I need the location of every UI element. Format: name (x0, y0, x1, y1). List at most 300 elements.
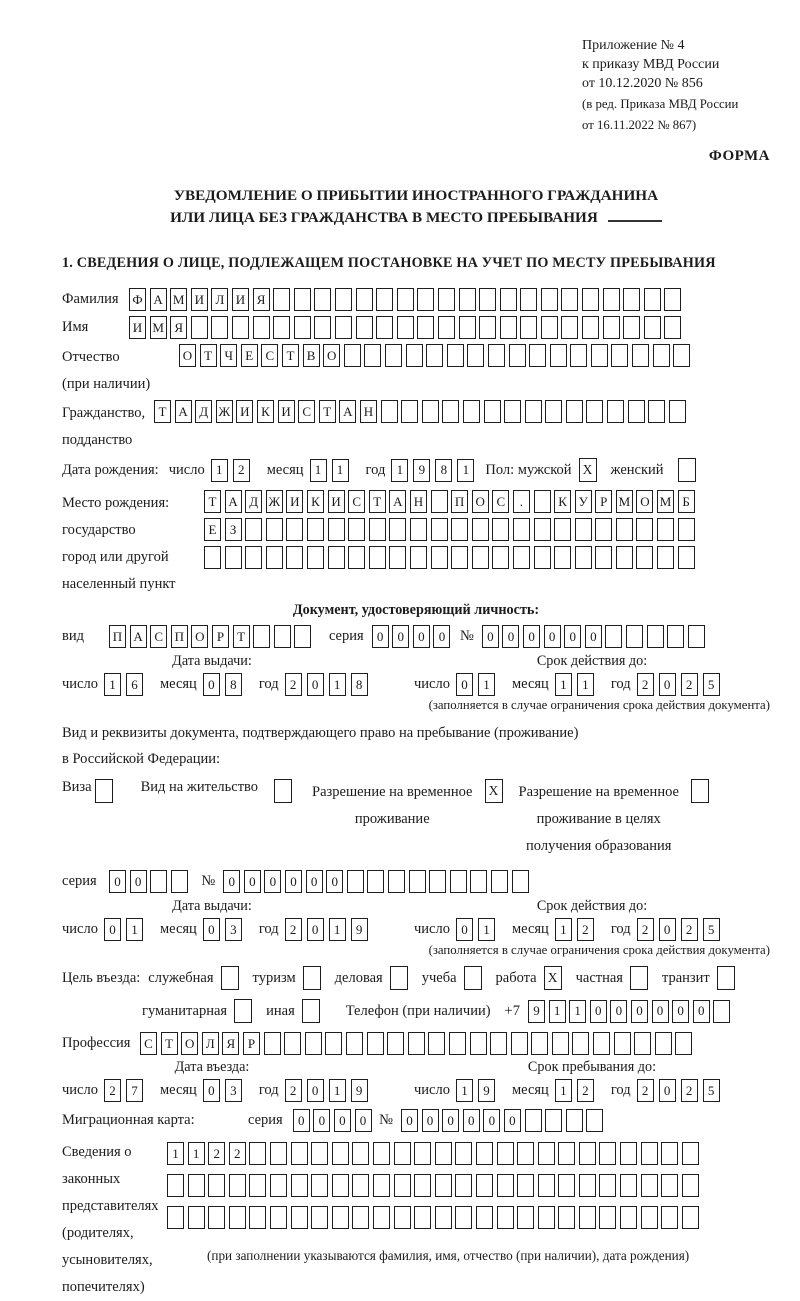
form-cell[interactable] (266, 546, 283, 569)
form-cell[interactable] (286, 546, 303, 569)
form-cell[interactable]: А (130, 625, 147, 648)
form-cell[interactable]: К (554, 490, 571, 513)
form-cell[interactable]: 2 (681, 918, 698, 941)
form-cell[interactable]: С (492, 490, 509, 513)
form-cell[interactable] (270, 1174, 287, 1197)
form-cell[interactable]: 1 (555, 673, 572, 696)
form-cell[interactable] (328, 518, 345, 541)
form-cell[interactable]: 1 (549, 1000, 566, 1023)
form-cell[interactable] (476, 1174, 493, 1197)
form-cell[interactable] (188, 1174, 205, 1197)
form-cell[interactable] (531, 1032, 548, 1055)
form-cell[interactable]: Р (212, 625, 229, 648)
form-cell[interactable]: Т (200, 344, 217, 367)
form-cell[interactable] (586, 400, 603, 423)
form-cell[interactable] (520, 288, 537, 311)
form-cell[interactable]: 0 (244, 870, 261, 893)
form-cell[interactable] (455, 1142, 472, 1165)
residence-permit-checkbox[interactable] (274, 779, 292, 803)
form-cell[interactable]: Р (243, 1032, 260, 1055)
form-cell[interactable]: 1 (577, 673, 594, 696)
form-cell[interactable]: 0 (401, 1109, 418, 1132)
form-cell[interactable] (376, 316, 393, 339)
form-cell[interactable]: 0 (544, 625, 561, 648)
form-cell[interactable] (472, 518, 489, 541)
form-cell[interactable] (249, 1174, 266, 1197)
form-cell[interactable]: И (129, 316, 146, 339)
form-cell[interactable] (472, 546, 489, 569)
form-cell[interactable] (435, 1142, 452, 1165)
form-cell[interactable] (607, 400, 624, 423)
form-cell[interactable] (497, 1206, 514, 1229)
form-cell[interactable] (451, 518, 468, 541)
form-cell[interactable] (364, 344, 381, 367)
form-cell[interactable]: Т (204, 490, 221, 513)
form-cell[interactable] (586, 1109, 603, 1132)
form-cell[interactable] (311, 1206, 328, 1229)
form-cell[interactable]: 0 (463, 1109, 480, 1132)
form-cell[interactable]: 2 (637, 918, 654, 941)
form-cell[interactable]: 1 (188, 1142, 205, 1165)
form-cell[interactable]: 5 (703, 1079, 720, 1102)
form-cell[interactable]: 2 (577, 918, 594, 941)
form-cell[interactable]: 2 (208, 1142, 225, 1165)
form-cell[interactable] (394, 1206, 411, 1229)
form-cell[interactable] (492, 518, 509, 541)
form-cell[interactable]: Е (241, 344, 258, 367)
form-cell[interactable] (476, 1206, 493, 1229)
form-cell[interactable] (641, 1142, 658, 1165)
form-cell[interactable] (373, 1174, 390, 1197)
form-cell[interactable] (426, 344, 443, 367)
form-cell[interactable] (620, 1174, 637, 1197)
form-cell[interactable]: Р (595, 490, 612, 513)
form-cell[interactable]: Д (195, 400, 212, 423)
form-cell[interactable] (225, 546, 242, 569)
form-cell[interactable] (373, 1142, 390, 1165)
form-cell[interactable] (307, 518, 324, 541)
form-cell[interactable] (595, 546, 612, 569)
form-cell[interactable]: 7 (126, 1079, 143, 1102)
form-cell[interactable] (541, 288, 558, 311)
form-cell[interactable] (628, 400, 645, 423)
form-cell[interactable] (467, 344, 484, 367)
form-cell[interactable] (406, 344, 423, 367)
visa-checkbox[interactable] (95, 779, 113, 803)
form-cell[interactable] (408, 1032, 425, 1055)
option-checkbox[interactable] (302, 999, 320, 1023)
form-cell[interactable]: 2 (681, 1079, 698, 1102)
form-cell[interactable] (644, 288, 661, 311)
form-cell[interactable] (253, 625, 270, 648)
form-cell[interactable] (620, 1206, 637, 1229)
form-cell[interactable] (520, 316, 537, 339)
form-cell[interactable] (367, 1032, 384, 1055)
form-cell[interactable]: 0 (422, 1109, 439, 1132)
form-cell[interactable] (211, 316, 228, 339)
form-cell[interactable] (661, 1174, 678, 1197)
form-cell[interactable]: А (225, 490, 242, 513)
form-cell[interactable] (249, 1206, 266, 1229)
form-cell[interactable]: 0 (504, 1109, 521, 1132)
form-cell[interactable] (417, 316, 434, 339)
form-cell[interactable]: О (181, 1032, 198, 1055)
form-cell[interactable]: 0 (652, 1000, 669, 1023)
form-cell[interactable] (314, 288, 331, 311)
form-cell[interactable] (572, 1032, 589, 1055)
form-cell[interactable]: 0 (203, 918, 220, 941)
form-cell[interactable] (388, 870, 405, 893)
form-cell[interactable] (490, 1032, 507, 1055)
form-cell[interactable]: 0 (523, 625, 540, 648)
form-cell[interactable] (389, 518, 406, 541)
form-cell[interactable] (623, 288, 640, 311)
form-cell[interactable]: 9 (351, 918, 368, 941)
form-cell[interactable]: 1 (329, 918, 346, 941)
form-cell[interactable]: 1 (310, 459, 327, 482)
form-cell[interactable]: 9 (413, 459, 430, 482)
form-cell[interactable]: 0 (355, 1109, 372, 1132)
form-cell[interactable] (591, 344, 608, 367)
form-cell[interactable] (307, 546, 324, 569)
form-cell[interactable] (294, 288, 311, 311)
form-cell[interactable]: 0 (590, 1000, 607, 1023)
form-cell[interactable] (328, 546, 345, 569)
option-checkbox[interactable] (464, 966, 482, 990)
form-cell[interactable]: П (109, 625, 126, 648)
form-cell[interactable] (352, 1174, 369, 1197)
form-cell[interactable]: . (513, 490, 530, 513)
form-cell[interactable]: Ж (216, 400, 233, 423)
form-cell[interactable] (373, 1206, 390, 1229)
form-cell[interactable]: 0 (610, 1000, 627, 1023)
form-cell[interactable]: 0 (285, 870, 302, 893)
form-cell[interactable] (348, 546, 365, 569)
form-cell[interactable]: 6 (126, 673, 143, 696)
form-cell[interactable] (579, 1142, 596, 1165)
form-cell[interactable]: 0 (293, 1109, 310, 1132)
form-cell[interactable]: С (150, 625, 167, 648)
form-cell[interactable] (479, 316, 496, 339)
form-cell[interactable]: 0 (307, 918, 324, 941)
form-cell[interactable] (410, 518, 427, 541)
form-cell[interactable]: 0 (307, 673, 324, 696)
form-cell[interactable]: К (307, 490, 324, 513)
form-cell[interactable] (593, 1032, 610, 1055)
edu-residence-checkbox[interactable] (691, 779, 709, 803)
form-cell[interactable]: 0 (334, 1109, 351, 1132)
form-cell[interactable] (470, 1032, 487, 1055)
sex-female-checkbox[interactable] (678, 458, 696, 482)
form-cell[interactable]: Т (233, 625, 250, 648)
form-cell[interactable]: 1 (329, 1079, 346, 1102)
form-cell[interactable] (500, 316, 517, 339)
form-cell[interactable] (356, 288, 373, 311)
form-cell[interactable] (575, 546, 592, 569)
form-cell[interactable] (561, 316, 578, 339)
form-cell[interactable] (253, 316, 270, 339)
form-cell[interactable] (614, 1032, 631, 1055)
form-cell[interactable] (431, 490, 448, 513)
form-cell[interactable]: 5 (703, 673, 720, 696)
form-cell[interactable] (605, 625, 622, 648)
form-cell[interactable] (538, 1206, 555, 1229)
form-cell[interactable] (566, 400, 583, 423)
form-cell[interactable] (675, 1032, 692, 1055)
form-cell[interactable]: 0 (306, 870, 323, 893)
form-cell[interactable] (347, 870, 364, 893)
form-cell[interactable] (661, 1206, 678, 1229)
option-checkbox[interactable] (221, 966, 239, 990)
form-cell[interactable]: 1 (126, 918, 143, 941)
form-cell[interactable]: Ж (266, 490, 283, 513)
form-cell[interactable]: Я (253, 288, 270, 311)
form-cell[interactable] (245, 546, 262, 569)
form-cell[interactable] (356, 316, 373, 339)
form-cell[interactable]: 0 (109, 870, 126, 893)
form-cell[interactable] (558, 1206, 575, 1229)
form-cell[interactable]: З (225, 518, 242, 541)
form-cell[interactable] (335, 316, 352, 339)
form-cell[interactable] (294, 625, 311, 648)
form-cell[interactable] (491, 870, 508, 893)
form-cell[interactable] (311, 1142, 328, 1165)
form-cell[interactable] (545, 400, 562, 423)
form-cell[interactable] (447, 344, 464, 367)
form-cell[interactable]: 2 (229, 1142, 246, 1165)
form-cell[interactable] (678, 518, 695, 541)
form-cell[interactable]: 1 (211, 459, 228, 482)
form-cell[interactable]: 1 (569, 1000, 586, 1023)
form-cell[interactable] (332, 1142, 349, 1165)
form-cell[interactable] (352, 1142, 369, 1165)
form-cell[interactable] (431, 546, 448, 569)
form-cell[interactable]: 1 (332, 459, 349, 482)
form-cell[interactable]: 0 (483, 1109, 500, 1132)
form-cell[interactable] (554, 518, 571, 541)
form-cell[interactable] (582, 288, 599, 311)
form-cell[interactable]: Т (282, 344, 299, 367)
option-checkbox[interactable] (390, 966, 408, 990)
form-cell[interactable] (599, 1142, 616, 1165)
form-cell[interactable] (484, 400, 501, 423)
form-cell[interactable] (188, 1206, 205, 1229)
form-cell[interactable] (311, 1174, 328, 1197)
form-cell[interactable] (401, 400, 418, 423)
form-cell[interactable]: 2 (577, 1079, 594, 1102)
form-cell[interactable]: Ф (129, 288, 146, 311)
form-cell[interactable] (566, 1109, 583, 1132)
form-cell[interactable]: Ч (220, 344, 237, 367)
form-cell[interactable] (305, 1032, 322, 1055)
form-cell[interactable]: 5 (703, 918, 720, 941)
form-cell[interactable]: 1 (456, 1079, 473, 1102)
form-cell[interactable]: М (170, 288, 187, 311)
form-cell[interactable] (150, 870, 167, 893)
form-cell[interactable]: Т (319, 400, 336, 423)
form-cell[interactable]: 2 (104, 1079, 121, 1102)
form-cell[interactable] (661, 1142, 678, 1165)
form-cell[interactable]: К (257, 400, 274, 423)
form-cell[interactable]: И (232, 288, 249, 311)
form-cell[interactable]: 2 (637, 1079, 654, 1102)
form-cell[interactable]: И (286, 490, 303, 513)
form-cell[interactable] (497, 1174, 514, 1197)
form-cell[interactable] (266, 518, 283, 541)
form-cell[interactable] (367, 870, 384, 893)
form-cell[interactable] (463, 400, 480, 423)
form-cell[interactable] (397, 288, 414, 311)
form-cell[interactable]: 0 (564, 625, 581, 648)
form-cell[interactable] (273, 316, 290, 339)
form-cell[interactable] (479, 288, 496, 311)
form-cell[interactable] (558, 1174, 575, 1197)
form-cell[interactable] (616, 518, 633, 541)
form-cell[interactable]: М (150, 316, 167, 339)
form-cell[interactable]: 8 (435, 459, 452, 482)
form-cell[interactable]: С (298, 400, 315, 423)
form-cell[interactable] (579, 1206, 596, 1229)
form-cell[interactable] (204, 546, 221, 569)
form-cell[interactable] (538, 1174, 555, 1197)
form-cell[interactable] (517, 1174, 534, 1197)
form-cell[interactable] (284, 1032, 301, 1055)
form-cell[interactable] (410, 546, 427, 569)
form-cell[interactable] (414, 1174, 431, 1197)
form-cell[interactable]: Т (154, 400, 171, 423)
form-cell[interactable] (641, 1206, 658, 1229)
form-cell[interactable] (529, 344, 546, 367)
form-cell[interactable] (249, 1142, 266, 1165)
form-cell[interactable]: Л (202, 1032, 219, 1055)
form-cell[interactable]: О (472, 490, 489, 513)
form-cell[interactable]: 2 (285, 1079, 302, 1102)
form-cell[interactable] (634, 1032, 651, 1055)
form-cell[interactable] (603, 316, 620, 339)
form-cell[interactable] (286, 518, 303, 541)
form-cell[interactable]: О (179, 344, 196, 367)
form-cell[interactable] (517, 1206, 534, 1229)
form-cell[interactable]: О (191, 625, 208, 648)
form-cell[interactable] (459, 288, 476, 311)
form-cell[interactable] (291, 1206, 308, 1229)
form-cell[interactable]: 8 (351, 673, 368, 696)
form-cell[interactable] (208, 1206, 225, 1229)
form-cell[interactable]: 0 (130, 870, 147, 893)
form-cell[interactable]: 8 (225, 673, 242, 696)
form-cell[interactable]: А (175, 400, 192, 423)
form-cell[interactable]: 1 (555, 1079, 572, 1102)
form-cell[interactable]: М (616, 490, 633, 513)
form-cell[interactable] (682, 1206, 699, 1229)
form-cell[interactable] (667, 625, 684, 648)
form-cell[interactable]: 0 (693, 1000, 710, 1023)
form-cell[interactable]: 2 (681, 673, 698, 696)
form-cell[interactable] (167, 1174, 184, 1197)
form-cell[interactable]: Я (222, 1032, 239, 1055)
form-cell[interactable] (422, 400, 439, 423)
form-cell[interactable] (682, 1142, 699, 1165)
form-cell[interactable]: Д (245, 490, 262, 513)
form-cell[interactable] (191, 316, 208, 339)
form-cell[interactable] (534, 518, 551, 541)
form-cell[interactable]: 0 (372, 625, 389, 648)
form-cell[interactable] (171, 870, 188, 893)
form-cell[interactable] (664, 288, 681, 311)
form-cell[interactable] (476, 1142, 493, 1165)
form-cell[interactable] (664, 316, 681, 339)
form-cell[interactable] (381, 400, 398, 423)
form-cell[interactable]: 0 (502, 625, 519, 648)
form-cell[interactable]: 0 (456, 918, 473, 941)
form-cell[interactable] (385, 344, 402, 367)
form-cell[interactable] (414, 1206, 431, 1229)
form-cell[interactable] (409, 870, 426, 893)
form-cell[interactable]: 0 (326, 870, 343, 893)
form-cell[interactable] (538, 1142, 555, 1165)
form-cell[interactable]: И (236, 400, 253, 423)
form-cell[interactable] (688, 625, 705, 648)
form-cell[interactable]: 1 (478, 673, 495, 696)
form-cell[interactable] (332, 1174, 349, 1197)
form-cell[interactable]: 0 (482, 625, 499, 648)
form-cell[interactable] (657, 546, 674, 569)
form-cell[interactable] (620, 1142, 637, 1165)
form-cell[interactable] (431, 518, 448, 541)
option-checkbox[interactable] (717, 966, 735, 990)
form-cell[interactable] (291, 1142, 308, 1165)
form-cell[interactable]: А (150, 288, 167, 311)
form-cell[interactable]: Н (360, 400, 377, 423)
form-cell[interactable]: 0 (392, 625, 409, 648)
form-cell[interactable]: С (348, 490, 365, 513)
form-cell[interactable] (264, 1032, 281, 1055)
form-cell[interactable]: О (636, 490, 653, 513)
form-cell[interactable]: 0 (631, 1000, 648, 1023)
form-cell[interactable]: И (191, 288, 208, 311)
form-cell[interactable] (579, 1174, 596, 1197)
form-cell[interactable] (488, 344, 505, 367)
form-cell[interactable]: 1 (167, 1142, 184, 1165)
form-cell[interactable]: О (323, 344, 340, 367)
form-cell[interactable] (678, 546, 695, 569)
form-cell[interactable] (509, 344, 526, 367)
form-cell[interactable] (387, 1032, 404, 1055)
form-cell[interactable]: У (575, 490, 592, 513)
form-cell[interactable]: С (140, 1032, 157, 1055)
form-cell[interactable] (653, 344, 670, 367)
form-cell[interactable] (429, 870, 446, 893)
form-cell[interactable]: П (171, 625, 188, 648)
form-cell[interactable]: А (339, 400, 356, 423)
form-cell[interactable] (232, 316, 249, 339)
form-cell[interactable] (603, 288, 620, 311)
form-cell[interactable] (644, 316, 661, 339)
form-cell[interactable] (348, 518, 365, 541)
form-cell[interactable]: 0 (456, 673, 473, 696)
form-cell[interactable] (332, 1206, 349, 1229)
form-cell[interactable] (545, 1109, 562, 1132)
form-cell[interactable] (525, 1109, 542, 1132)
temp-residence-checkbox[interactable]: X (485, 779, 503, 803)
form-cell[interactable] (376, 288, 393, 311)
form-cell[interactable] (513, 546, 530, 569)
form-cell[interactable] (435, 1174, 452, 1197)
form-cell[interactable]: 1 (391, 459, 408, 482)
form-cell[interactable] (352, 1206, 369, 1229)
form-cell[interactable] (561, 288, 578, 311)
form-cell[interactable] (513, 518, 530, 541)
